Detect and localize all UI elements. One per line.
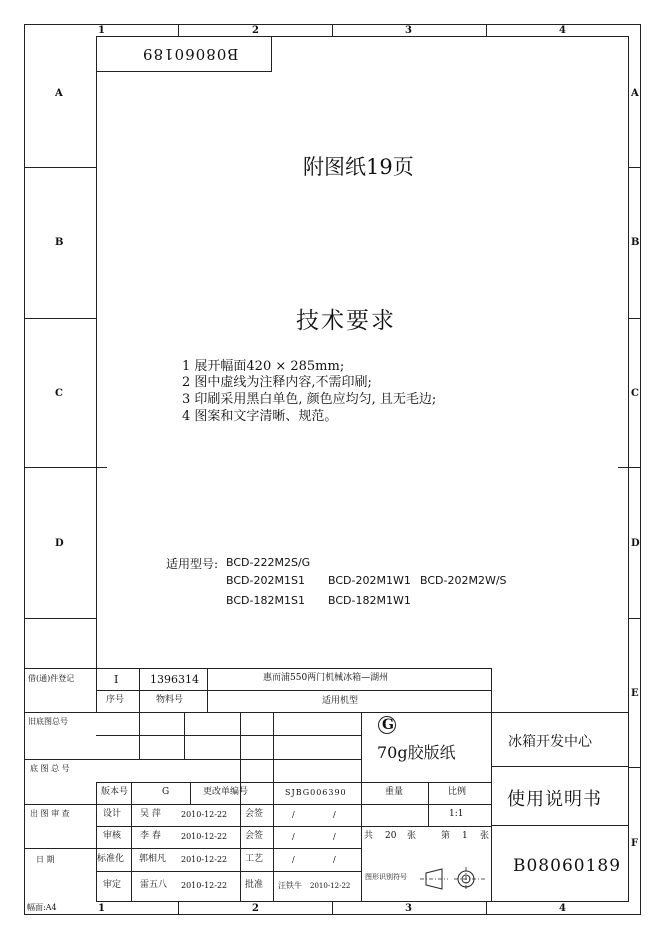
model-code: BCD-182M1S1 [226, 594, 305, 607]
tb-hline [96, 871, 361, 872]
frame-inner-bottom [96, 901, 629, 902]
row-tick [628, 167, 640, 168]
col-label: 1 [98, 903, 105, 914]
tech-requirements-title: 技术要求 [296, 308, 396, 334]
row-tick [628, 618, 640, 619]
sheet-count: 张 [407, 831, 417, 841]
row-label: C [55, 388, 63, 399]
role-date: 2010-12-22 [181, 810, 228, 819]
applicable-model-value: 惠而浦550两门机械冰箱—湖州 [263, 673, 389, 683]
col-tick [332, 24, 333, 36]
col-label: 2 [252, 25, 259, 36]
role-label: 审核 [103, 831, 122, 841]
col-tick [178, 24, 179, 36]
old-base-drawing-label: 旧底图总号 [28, 717, 68, 726]
tb-hline [96, 826, 491, 827]
weight-label: 重量 [385, 787, 404, 797]
role-name: 郭相凡 [139, 854, 167, 864]
change-order-label: 更改单编号 [203, 787, 249, 797]
frame-inner-right [628, 36, 629, 902]
sign-value: / [333, 855, 336, 864]
release-review-label: 出 图 审 查 [30, 809, 70, 818]
sign-label: 会签 [245, 831, 264, 841]
organization: 冰箱开发中心 [508, 734, 592, 750]
tb-hline [24, 668, 491, 669]
sign-value: / [333, 832, 336, 841]
row-tick [24, 167, 96, 168]
col-tick [332, 901, 333, 914]
version-value: G [162, 787, 170, 797]
version-label: 版本号 [101, 787, 129, 797]
tb-hline [24, 759, 361, 760]
role-date: 2010-12-22 [181, 832, 228, 841]
sign-label: 会签 [245, 809, 264, 819]
requirement-item: 2 图中虚线为注释内容,不需印刷; [182, 375, 372, 390]
requirement-item: 4 图案和文字清晰、规范。 [182, 409, 338, 424]
scale-value: 1:1 [449, 809, 464, 819]
col-tick [178, 901, 179, 914]
projection-symbol-icon [420, 864, 490, 894]
change-order-value: SJBG006390 [285, 788, 347, 797]
attached-pages-note: 附图纸19页 [303, 155, 414, 179]
tb-vline [428, 782, 429, 826]
role-date: 2010-12-22 [181, 881, 228, 890]
col-label: 3 [405, 903, 412, 914]
row-tick [628, 767, 640, 768]
col-label: 4 [559, 25, 566, 36]
frame-inner-left [96, 36, 97, 668]
row-tick [24, 318, 96, 319]
tb-vline [240, 712, 241, 901]
document-title: 使用说明书 [507, 789, 602, 810]
row-label: A [55, 88, 63, 99]
row-label: D [55, 538, 64, 549]
sign-value: / [292, 810, 295, 819]
row-tick [24, 618, 96, 619]
model-code: BCD-222M2S/G [226, 556, 311, 569]
model-code: BCD-182M1W1 [328, 594, 411, 607]
sign-value: / [292, 832, 295, 841]
sheet-count: 20 [385, 831, 397, 841]
tb-hline [96, 782, 491, 783]
tb-hline [491, 825, 628, 826]
col-label: 3 [405, 25, 412, 36]
frame-bottom [24, 914, 641, 915]
tb-vline [273, 712, 274, 901]
material-number-label: 物料号 [156, 695, 184, 705]
sign-value: 2010-12-22 [310, 882, 351, 890]
graphic-symbol-label: 图形识别符号 [365, 873, 407, 881]
tb-vline [184, 712, 185, 759]
col-tick [486, 901, 487, 914]
model-code: BCD-202M1S1 [226, 574, 305, 587]
role-name: 吴 萍 [140, 809, 161, 819]
sign-value: / [292, 855, 295, 864]
seq-label: 序号 [106, 695, 125, 705]
row-tick [628, 318, 640, 319]
requirement-item: 3 印刷采用黑白单色, 颜色应均匀, 且无毛边; [182, 392, 437, 407]
tb-vline [361, 712, 362, 901]
requirement-item: 1 展开幅面420 × 285mm; [182, 359, 345, 374]
document-number: B08060189 [513, 856, 622, 876]
seq-value: I [114, 673, 119, 686]
tb-hline [491, 766, 628, 767]
row-tick [618, 467, 640, 468]
role-label: 标准化 [97, 854, 125, 864]
tb-vline [96, 782, 97, 901]
sheet-count: 张 [480, 831, 490, 841]
tb-vline [96, 668, 97, 713]
tb-vline [491, 668, 492, 902]
row-label: A [631, 88, 639, 99]
role-name: 李 春 [140, 831, 161, 841]
sheet-count: 1 [462, 831, 468, 841]
tb-hline [96, 735, 361, 736]
sign-label: 批准 [245, 880, 264, 890]
role-date: 2010-12-22 [181, 855, 228, 864]
role-name: 雷五八 [140, 880, 168, 890]
model-code: BCD-202M1W1 [328, 574, 411, 587]
paper-mark: G [382, 717, 394, 733]
row-label: D [631, 538, 640, 549]
frame-right [640, 24, 641, 915]
tb-vline [190, 782, 191, 804]
tb-hline [24, 804, 491, 805]
tb-vline [131, 782, 132, 901]
sign-value: / [333, 810, 336, 819]
col-label: 2 [252, 903, 259, 914]
row-label: E [631, 688, 639, 699]
mirrored-doc-number: B08060189 [142, 45, 239, 63]
date-label: 日 期 [36, 855, 55, 864]
role-label: 设计 [103, 809, 122, 819]
row-label: F [631, 838, 639, 849]
model-code: BCD-202M2W/S [420, 574, 507, 587]
tb-vline [139, 668, 140, 713]
tb-vline [207, 668, 208, 713]
borrow-register-label: 借(通)件登记 [28, 674, 75, 683]
scale-label: 比例 [448, 787, 467, 797]
paper-spec: 70g胶版纸 [377, 743, 456, 762]
row-label: C [631, 388, 639, 399]
base-drawing-label: 底 图 总 号 [30, 764, 70, 773]
sign-label: 工艺 [245, 854, 264, 864]
sheet-count: 第 [441, 831, 451, 841]
tb-hline [24, 712, 628, 713]
tb-hline [24, 848, 361, 849]
models-label: 适用型号: [166, 557, 219, 571]
col-label: 4 [559, 903, 566, 914]
row-label: B [55, 237, 64, 248]
sheet-count: 共 [364, 831, 374, 841]
row-tick [24, 467, 107, 468]
col-tick [486, 24, 487, 36]
role-label: 审定 [103, 880, 122, 890]
tb-vline [139, 712, 140, 759]
frame-left [24, 24, 25, 915]
applicable-model-label: 适用机型 [322, 696, 359, 706]
sign-value: 汪铁牛 [278, 881, 302, 890]
col-label: 1 [98, 25, 105, 36]
sheet-size-label: 幅面:A4 [27, 903, 57, 912]
tb-hline [96, 690, 491, 691]
material-number-value: 1396314 [150, 673, 199, 686]
row-label: B [631, 237, 640, 248]
